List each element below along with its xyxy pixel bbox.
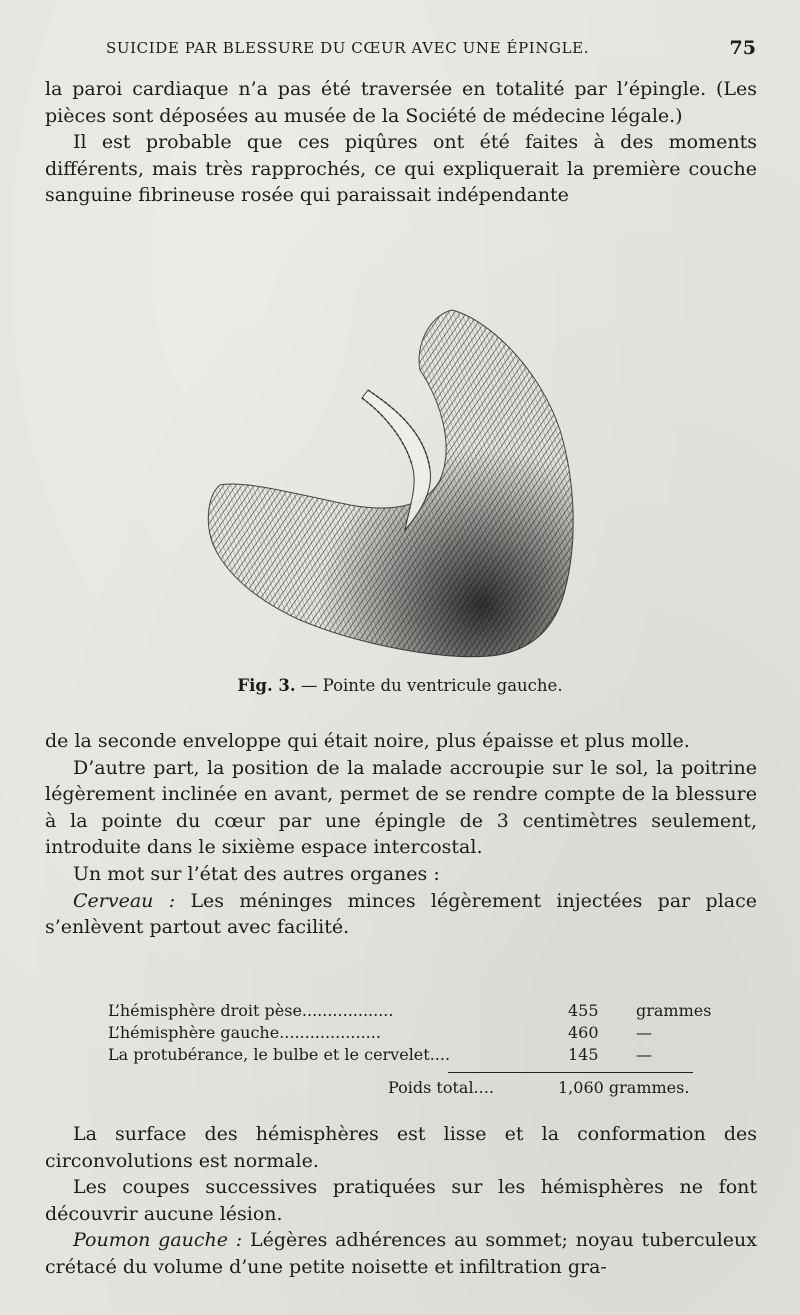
weight-unit: — bbox=[636, 1045, 652, 1064]
middle-text-block bbox=[45, 728, 757, 941]
paragraph-surface: La surface des hémisphères est lisse et la conformation des circonvolutions est normale. bbox=[45, 1123, 757, 1172]
ventricle-illustration bbox=[190, 280, 630, 670]
paragraph-poumon bbox=[45, 1227, 757, 1280]
weight-row bbox=[108, 1022, 708, 1044]
paragraph-cerveau bbox=[45, 888, 757, 941]
paragraph-autres-organes: Un mot sur l’état des autres organes : bbox=[73, 862, 440, 885]
lower-text-block bbox=[45, 1121, 757, 1281]
weight-label: L’hémisphère droit pèse.................. bbox=[108, 1001, 394, 1020]
figure-label: Fig. 3. bbox=[237, 676, 296, 695]
running-title: SUICIDE PAR BLESSURE DU CŒUR AVEC UNE ÉPINGLE. bbox=[106, 39, 590, 57]
paragraph-coupes: Les coupes successives pratiquées sur les hémisphères ne font découvrir aucune lésion. bbox=[45, 1176, 757, 1225]
total-label: Poids total.... bbox=[388, 1078, 494, 1097]
weight-label: L’hémisphère gauche.................... bbox=[108, 1023, 381, 1042]
figure-caption-text: — Pointe du ventricule gauche. bbox=[300, 676, 563, 695]
weight-row bbox=[108, 1044, 708, 1066]
page-number: 75 bbox=[729, 37, 756, 59]
weight-value: 145 bbox=[568, 1045, 599, 1064]
weight-total bbox=[388, 1078, 690, 1097]
poumon-label: Poumon gauche : bbox=[73, 1229, 243, 1252]
weights-table bbox=[108, 1000, 712, 1066]
cerveau-text: Les méninges minces légèrement injectées par place s’enlèvent partout avec facilité. bbox=[45, 889, 757, 939]
weight-label: La protubérance, le bulbe et le cervelet.... bbox=[108, 1045, 451, 1064]
weight-value: 460 bbox=[568, 1023, 599, 1042]
paragraph-piqures: Il est probable que ces piqûres ont été faites à des moments différents, mais très rapprochés, ce qui expliquerait la première couche sanguine fibrineuse rosée qui paraissait indépendante bbox=[45, 131, 757, 207]
total-rule bbox=[448, 1072, 693, 1073]
paragraph-position: D’autre part, la position de la malade accroupie sur le sol, la poitrine légèrement inclinée en avant, permet de se rendre compte de la blessure à la pointe du cœur par une épingle de 3 centimètres seulement, introduite dans le sixième espace intercostal. bbox=[45, 756, 757, 859]
paragraph-continued: la paroi cardiaque n’a pas été traversée en totalité par l’épingle. (Les pièces sont déposées au musée de la Société de médecine légale.) bbox=[45, 78, 757, 127]
paragraph-seconde-enveloppe: de la seconde enveloppe qui était noire, plus épaisse et plus molle. bbox=[45, 730, 690, 752]
page-header bbox=[106, 37, 756, 63]
weight-row bbox=[108, 1000, 712, 1022]
top-text-block bbox=[45, 76, 757, 209]
weight-unit: grammes bbox=[636, 1001, 712, 1020]
total-value: 1,060 grammes. bbox=[558, 1078, 690, 1097]
figure-caption bbox=[0, 676, 800, 695]
poumon-text: Légères adhérences au sommet; noyau tuberculeux crétacé du volume d’une petite noisette et infiltration gra- bbox=[45, 1229, 757, 1278]
cerveau-label: Cerveau : bbox=[73, 889, 176, 912]
weight-unit: — bbox=[636, 1023, 652, 1042]
weight-value: 455 bbox=[568, 1001, 599, 1020]
